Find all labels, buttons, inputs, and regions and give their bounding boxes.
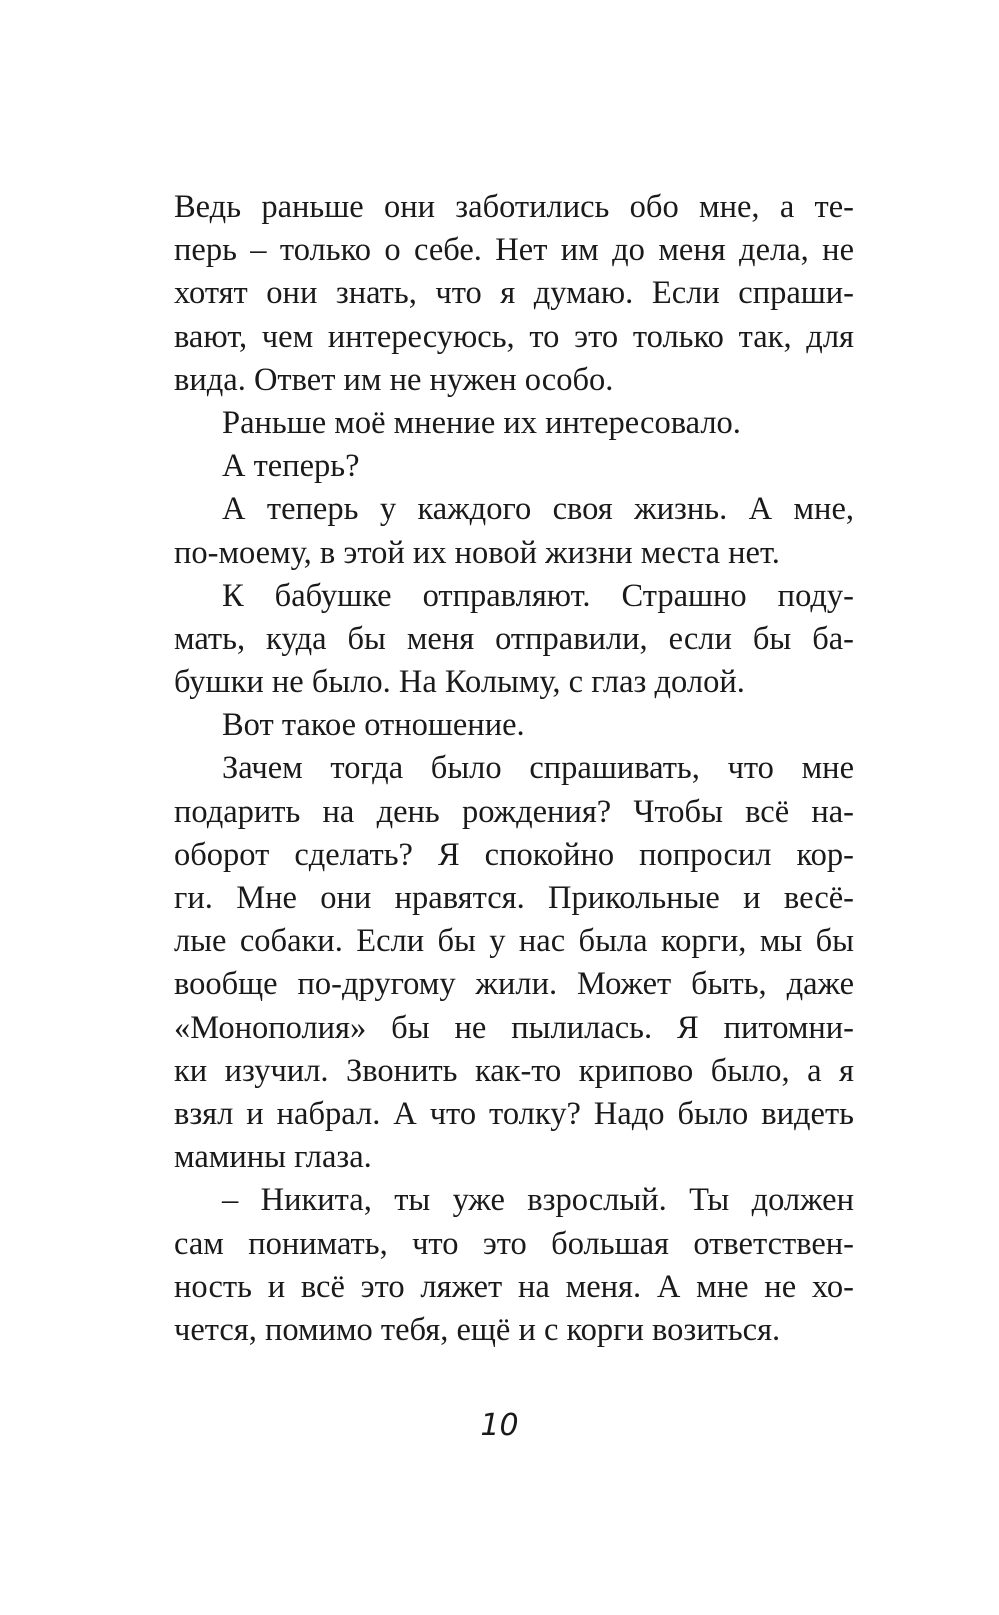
text-line: бушки не было. На Колыму, с глаз долой.: [174, 664, 745, 701]
text-line: «Монополия» бы не пылилась. Я питомни-: [174, 1009, 854, 1046]
paragraph: [174, 402, 854, 445]
text-line: К бабушке отправляют. Страшно поду-: [222, 577, 854, 614]
text-line: мамины глаза.: [174, 1139, 372, 1176]
text-line: оборот сделать? Я спокойно попросил кор-: [174, 836, 854, 873]
paragraph: [174, 488, 854, 574]
text-line: подарить на день рождения? Чтобы всё на-: [174, 793, 854, 830]
text-line: ки изучил. Звонить как-то крипово было, а я: [174, 1052, 854, 1089]
text-line: сам понимать, что это большая ответствен-: [174, 1225, 854, 1262]
paragraph: [174, 704, 854, 747]
paragraph: [174, 747, 854, 1179]
text-line: перь – только о себе. Нет им до меня дела, не: [174, 232, 854, 269]
text-line: Раньше моё мнение их интересовало.: [222, 404, 741, 441]
paragraph: [174, 186, 854, 402]
text-line: хотят они знать, что я думаю. Если спраши-: [174, 275, 854, 312]
text-line: вида. Ответ им не нужен особо.: [174, 361, 614, 398]
text-line: – Никита, ты уже взрослый. Ты должен: [222, 1182, 854, 1219]
text-line: вообще по-другому жили. Может быть, даже: [174, 966, 854, 1003]
text-line: ги. Мне они нравятся. Прикольные и весё-: [174, 880, 854, 916]
paragraph: [174, 575, 854, 705]
paragraph: [174, 1179, 854, 1352]
paragraph: [174, 445, 854, 488]
text-line: А теперь?: [222, 448, 360, 485]
text-line: Вот такое отношение.: [222, 707, 525, 744]
text-line: мать, куда бы меня отправили, если бы ба-: [174, 620, 854, 657]
text-line: Ведь раньше они заботились обо мне, а те-: [174, 189, 854, 225]
text-line: Зачем тогда было спрашивать, что мне: [222, 750, 854, 787]
text-line: по-моему, в этой их новой жизни места нет.: [174, 534, 780, 571]
page-number: 10: [480, 1408, 519, 1443]
text-line: лые собаки. Если бы у нас была корги, мы бы: [174, 923, 854, 960]
text-line: чется, помимо тебя, ещё и с корги возиться.: [174, 1311, 781, 1348]
text-line: А теперь у каждого своя жизнь. А мне,: [222, 491, 854, 528]
text-line: взял и набрал. А что толку? Надо было видеть: [174, 1095, 854, 1132]
text-line: вают, чем интересуюсь, то это только так, для: [174, 318, 854, 355]
body-text: [174, 186, 854, 1352]
text-line: ность и всё это ляжет на меня. А мне не хо-: [174, 1268, 854, 1305]
